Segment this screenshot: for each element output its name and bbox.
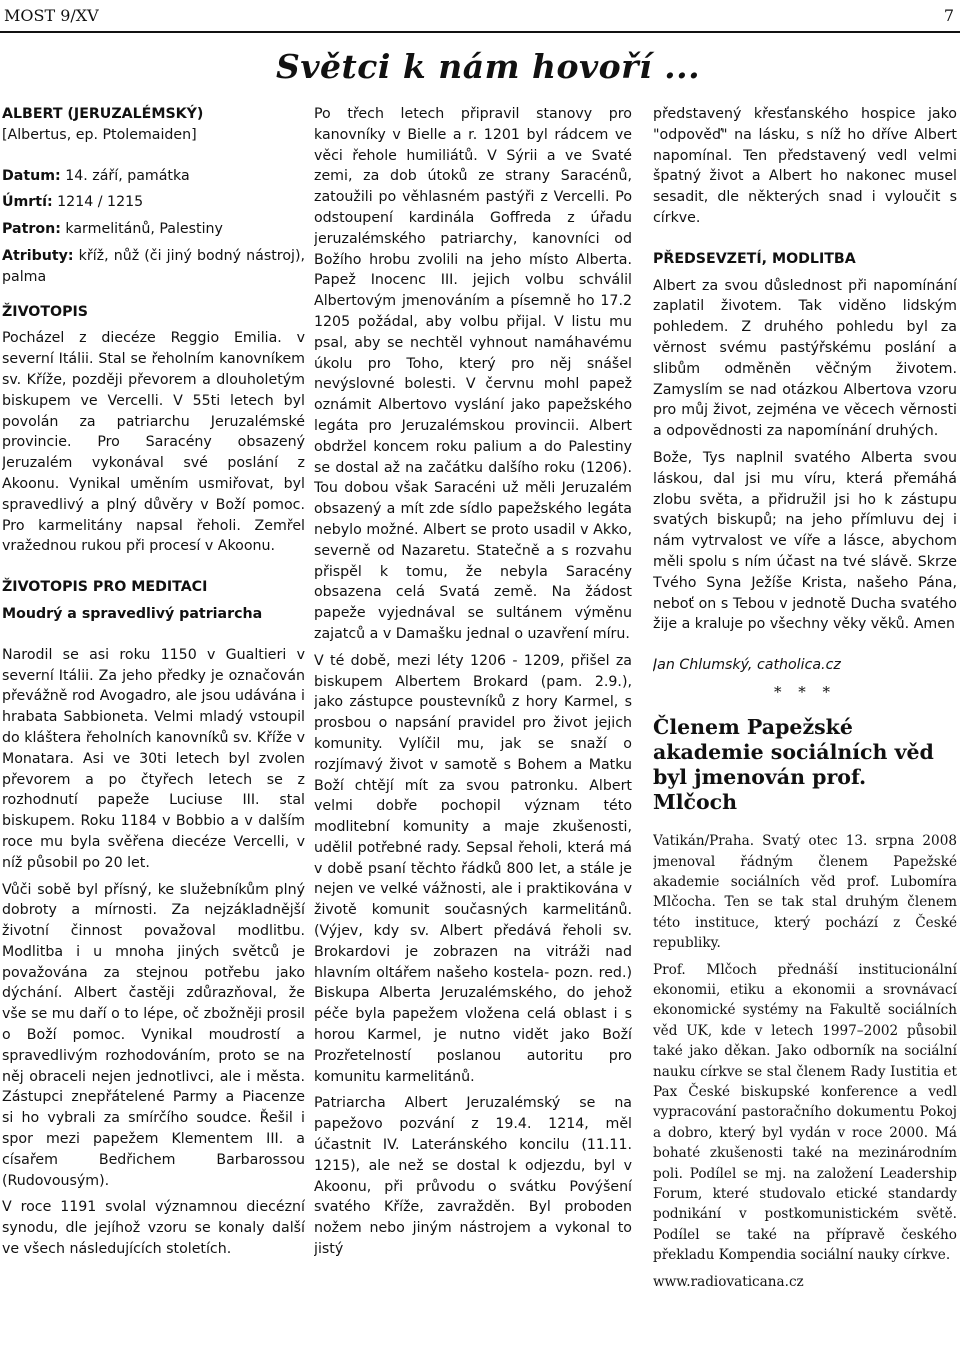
page-number: 7 xyxy=(943,6,954,25)
meditace-paragraph-3: V roce 1191 svolal významnou diecézní synodu, dle jejíhož vzoru se konaly další ve všech následujících stoletích. xyxy=(2,1199,305,1258)
atributy-line xyxy=(2,246,305,288)
running-header-left: MOST 9/XV xyxy=(4,6,99,25)
news-article xyxy=(653,831,957,1292)
meditace-subheading: Moudrý a spravedlivý patriarcha xyxy=(2,605,263,622)
news-paragraph-1: Vatikán/Praha. Svatý otec 13. srpna 2008 jmenoval řádným členem Papežské akademie sociálních věd prof. Lubomíra Mlčocha. Ten se tak stal druhým členem této instituce, který pochází z České republiky. xyxy=(653,833,957,952)
header-divider xyxy=(0,31,960,33)
column-right xyxy=(653,104,957,1359)
meditace-paragraph-1: Narodil se asi roku 1150 v Gualtieri v severní Itálii. Za jeho předky je označován převážně rod Avogadro, ale jsou udávána i hrabata Sabbioneta. Velmi mladý vstoupil do kláštera řeholních kanovníků sv. Kříže v Monatara. Asi ve 30ti letech byl zvolen převorem a po čtyřech letech se z rozhodnutí papeže Luciuse III. stal biskupem. Roku 1184 v Bobbio a v dalším roce mu byla svěřena diecéze Vercelli, v níž působil po 20 let. xyxy=(2,646,305,871)
author-signature: Jan Chlumský, catholica.cz xyxy=(653,657,841,674)
umrti-line xyxy=(2,192,305,213)
right-paragraph-1: představený křesťanského hospice jako "odpověď" na lásku, s níž ho dříve Albert napomínal. Ten představený vedl velmi špatný život a Albert ho nakonec musel sesadit, dle některých snad i vyloučit s církve. xyxy=(653,106,957,226)
middle-paragraph-1: Po třech letech připravil stanovy pro kanovníky v Bielle a r. 1201 byl rádcem ve věci řehole humiliátů. V Sýrii a ve Svaté zemi, za dob útoků ze strany Saracénů, zatoužili po věhlasném pastýři z Vercelli. Po odstoupení kardinála Goffreda z úřadu jeruzalémského patriarchy, kanovníci od Božího hrobu zvolili na jeho místo Alberta. Papež Inocenc III. jejich volbu schválil Albertovým jmenováním a písemně ho 17.2 1205 požádal, aby volbu přijal. V listu mu psal, aby se nechtěl vyhnout namáhavému úkolu pro Toho, který pro něj snášel nevýslovné bolesti. V červnu mohl papež oznámit Albertovo vyslání jako papežského legáta pro Jeruzalémskou provincii. Albert obdržel koncem roku palium a do Palestiny se dostal až na začátku dalšího roku (1206). Tou dobou však Saracéni už měli Jeruzalém obsazený a mít zde sídlo papežského legáta nebylo možné. Albert se proto usadil v Akko, severně od Nazaretu. Statečně a s rozvahu přispěl k tomu, že nebyla Saracény obsazena celá Svatá země. Na žádost papeže vyjednával se sultánem výměnu zajatců a v Damašku jednal o uzavření míru. xyxy=(314,106,632,642)
patron-line xyxy=(2,219,305,240)
datum-value: 14. září, památka xyxy=(60,167,190,184)
meditace-paragraph-2: Vůči sobě byl přísný, ke služebníkům plný dobroty a mírnosti. Za nejzákladnější životní činnost považoval modlitbu. Modlitba i u mnoha jiných světců je považována za stejnou potřebu jako dýchání. Albert častěji zdůrazňoval, že vše se mu daří o to lépe, oč zbožněji prosil o Boží pomoc. Vynikal moudrostí a spravedlivým rozhodováním, proto se na něj obraceli nejen jednotlivci, ale i města. Zástupci znepřátelené Parmy a Piacenze si ho vybrali za smírčího soudce. Řešil i spor mezi papežem Klementem III. a císařem Bedřichem Barbarossou (Rudovousým). xyxy=(2,881,305,1189)
predsevzeti-heading: PŘEDSEVZETÍ, MODLITBA xyxy=(653,250,856,267)
umrti-value: 1214 / 1215 xyxy=(52,194,144,211)
middle-paragraph-2: V té době, mezi léty 1206 - 1209, přišel za biskupem Albertem Brokard (pam. 2.9.), jako zástupce poustevníků z hory Karmel, s prosbou o napsání pravidel pro život jejich komunity. Vylíčil mu, jak se snaží o rozjímavý život v samotě s Bohem a Matku Boží chtějí mít za svou patronku. Albert velmi dobře pochopil význam této modlitební komunity a maje zkušenosti, udělil potřebné rady. Sepsal řeholi, která má v době psaní těchto řádků 800 let, a stále je nejen ve velké vážnosti, ale i praktikována v životě komunit současných karmelitánů. (Výjev, kdy sv. Albert předává řeholi sv. Brokardovi je zobrazen na vitráži nad hlavním oltářem našeho kostela- pozn. red.) Biskupa Alberta Jeruzalémského, do jehož péče byla papežem vložena celá oblast i s horou Karmel, je nutno vidět jako Boží Prozřetelností poslanou autoritu pro komunitu karmelitánů. xyxy=(314,652,632,1085)
saint-name: ALBERT (JERUZALÉMSKÝ) xyxy=(2,106,204,122)
right-paragraph-2: Albert za svou důslednost při napomínání zaplatil životem. Tak viděno lidským pohledem. Z druhého pohledu byl za věrnost svému pastýřskému poslání a slibům odměněn věčným životem. Zamyslím se nad otázkou Albertova vzoru pro můj život, zejména ve věcech věrnosti a odpovědnosti za napomínání druhých. xyxy=(653,277,957,440)
section-title: Světci k nám hovoří ... xyxy=(276,47,701,86)
prayer-paragraph: Bože, Tys naplnil svatého Alberta svou láskou, dal jsi mu víru, která přemáhá zlobu světa, a přidružil jsi ho k zástupu svatých biskupů; na jeho přímluvu dej i nám vytrvalost ve víře a lásce, abychom měli spolu s ním účast na tvé slávě. Skrze Tvého Syna Ježíše Krista, našeho Pána, neboť on s Tebou v jednotě Ducha svatého žije a kraluje po všechny věky věků. Amen xyxy=(653,449,957,633)
news-source: www.radiovaticana.cz xyxy=(653,1273,804,1290)
article-continuation xyxy=(653,104,957,635)
saint-latin-name: [Albertus, ep. Ptolemaiden] xyxy=(2,126,197,143)
news-headline: Členem Papežské akademie sociálních věd byl jmenován prof. Mlčoch xyxy=(653,715,934,815)
patron-value: karmelitánů, Palestiny xyxy=(60,221,223,238)
datum-line xyxy=(2,166,305,187)
section-separator: * * * xyxy=(773,683,837,702)
atributy-label: Atributy: xyxy=(2,247,74,264)
column-middle xyxy=(314,104,632,1359)
zivotopis-heading: ŽIVOTOPIS xyxy=(2,303,88,320)
meditace-heading: ŽIVOTOPIS PRO MEDITACI xyxy=(2,579,208,596)
zivotopis-text: Pocházel z diecéze Reggio Emilia. v severní Itálii. Stal se řeholním kanovníkem sv. Kříže, později převorem a dlouholetým biskupem ve Vercelli. V 55ti letech byl povolán za patriarchu Jeruzalémské provincie. Pro Saracény obsazený Jeruzalém vykonával své poslání z Akoonu. Vynikal uměním usmiřovat, byl spravedlivý a plný důvěry v Boží pomoc. Pro karmelitány napsal řeholi. Zemřel vražednou rukou při procesí v Akoonu. xyxy=(2,330,305,555)
column-left xyxy=(2,104,305,1359)
news-paragraph-2: Prof. Mlčoch přednáší institucionální ekonomii, etiku a ekonomii a srovnávací ekonomické systémy na Fakultě sociálních věd UK, kde v letech 1997–2002 působil také jako děkan. Jako odborník na sociální nauku církve se stal členem Rady Iustitia et Pax České biskupské konference a vedl vypracování pastoračního dokumentu Pokoj a dobro, který byl vydán v roce 2000. Má bohaté zkušenosti také na mezinárodním poli. Podílel se mj. na založení Leadership Forum, které studovalo etické standardy podnikání v postkomunistickém světě. Podílel se také na přípravě českého překladu Kompendia sociální nauky církve. xyxy=(653,961,957,1264)
atributy-value: kříž, nůž (či jiný bodný nástroj), palma xyxy=(2,247,305,285)
patron-label: Patron: xyxy=(2,221,61,238)
datum-label: Datum: xyxy=(2,167,61,184)
umrti-label: Úmrtí: xyxy=(2,194,53,211)
middle-paragraph-3: Patriarcha Albert Jeruzalémský se na papežovo pozvání z 19.4. 1214, měl účastnit IV. Lateránského koncilu (11.11. 1215), ale než se dostal k odjezdu, byl v Akoonu, při průvodu o svátku Povýšení svatého Kříže, zavražděn. Byl proboden nožem nebo jiným nástrojem a vykonal to jistý xyxy=(314,1095,632,1258)
